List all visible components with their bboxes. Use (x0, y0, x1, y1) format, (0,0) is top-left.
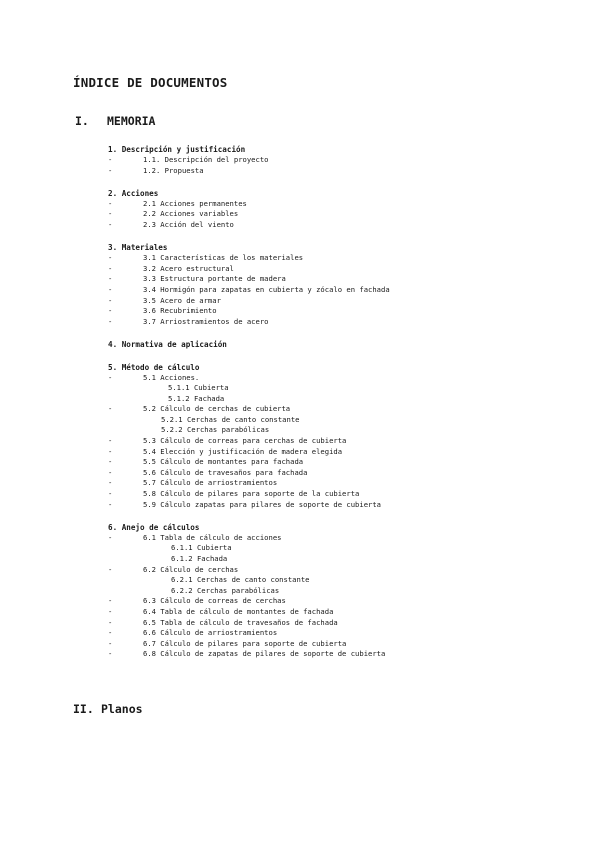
toc-section (108, 242, 568, 327)
toc-entry (108, 155, 568, 166)
toc-section (108, 339, 568, 350)
entry-text: 6.1.2 Fachada (171, 554, 228, 563)
toc-entry (108, 264, 568, 275)
toc-entry (108, 565, 568, 576)
entry-text: 5.1.2 Fachada (168, 393, 225, 403)
entry-dash: - (108, 306, 113, 316)
toc-section (108, 522, 568, 660)
entry-dash: - (108, 628, 113, 638)
entry-dash: - (108, 649, 113, 659)
entry-text: 6.1.1 Cubierta (171, 543, 232, 553)
part-memoria-heading (75, 114, 155, 128)
section-heading: 2. Acciones (108, 188, 159, 198)
entry-dash: - (108, 532, 113, 542)
toc-entry (108, 447, 568, 458)
entry-dash: - (108, 372, 113, 382)
entry-dash: - (108, 606, 113, 616)
toc-entry (108, 296, 568, 307)
toc-entry (108, 554, 568, 565)
entry-text: 6.8 Cálculo de zapatas de pilares de soporte de cubierta (143, 649, 386, 659)
toc-entry (108, 274, 568, 285)
entry-text: 3.7 Arriostramientos de acero (143, 316, 269, 326)
entry-dash: - (108, 316, 113, 326)
entry-dash: - (108, 263, 113, 273)
page-title: ÍNDICE DE DOCUMENTOS (73, 75, 228, 90)
entry-text: 5.6 Cálculo de travesaños para fachada (143, 467, 308, 477)
entry-text: 3.4 Hormigón para zapatas en cubierta y zócalo en fachada (143, 284, 390, 294)
entry-text: 6.7 Cálculo de pilares para soporte de cubierta (143, 638, 347, 648)
section-heading: 1. Descripción y justificación (108, 145, 246, 154)
toc-entry (108, 317, 568, 328)
section-heading: 3. Materiales (108, 243, 168, 253)
entry-dash: - (108, 596, 113, 606)
entry-text: 3.5 Acero de armar (143, 295, 221, 305)
toc-section (108, 188, 568, 231)
toc-entry (108, 457, 568, 468)
toc-entry (108, 586, 568, 597)
entry-text: 2.1 Acciones permanentes (143, 198, 247, 208)
entry-text: 3.6 Recubrimiento (143, 306, 217, 316)
entry-dash: - (108, 499, 113, 509)
toc-entry (108, 478, 568, 489)
part-number: I. (75, 114, 89, 128)
toc-entry (108, 373, 568, 384)
entry-text: 5.1.1 Cubierta (168, 383, 229, 393)
part-planos-heading (73, 702, 143, 716)
toc-entry (108, 575, 568, 586)
entry-text: 5.3 Cálculo de correas para cerchas de cubierta (143, 436, 347, 446)
part-label: MEMORIA (107, 114, 156, 128)
entry-text: 3.2 Acero estructural (143, 263, 234, 273)
entry-text: 1.1. Descripción del proyecto (143, 155, 269, 164)
toc-entry (108, 628, 568, 639)
entry-dash: - (108, 274, 113, 284)
entry-text: 6.6 Cálculo de arriostramientos (143, 628, 278, 638)
entry-dash: - (108, 457, 113, 467)
toc-entry (108, 489, 568, 500)
entry-text: 3.1 Características de los materiales (143, 253, 304, 263)
toc-entry (108, 220, 568, 231)
entry-dash: - (108, 436, 113, 446)
toc-entry (108, 596, 568, 607)
toc-entry (108, 306, 568, 317)
entry-dash: - (108, 564, 113, 574)
entry-text: 1.2. Propuesta (143, 165, 204, 175)
entry-text: 5.2.1 Cerchas de canto constante (161, 414, 300, 424)
entry-dash: - (108, 155, 113, 164)
entry-dash: - (108, 638, 113, 648)
entry-dash: - (108, 295, 113, 305)
entry-text: 5.7 Cálculo de arriostramientos (143, 478, 278, 488)
entry-text: 5.8 Cálculo de pilares para soporte de la cubierta (143, 489, 360, 499)
toc-entry (108, 383, 568, 394)
entry-text: 5.1 Acciones. (143, 372, 200, 382)
toc-entry (108, 500, 568, 511)
toc-entry (108, 607, 568, 618)
toc-entry (108, 166, 568, 177)
entry-text: 2.2 Acciones variables (143, 209, 239, 219)
toc-entry (108, 649, 568, 660)
toc-entry (108, 404, 568, 415)
entry-text: 6.2 Cálculo de cerchas (143, 564, 239, 574)
toc-section (108, 362, 568, 511)
entry-dash: - (108, 489, 113, 499)
entry-dash: - (108, 617, 113, 627)
entry-dash: - (108, 253, 113, 263)
toc-entry (108, 209, 568, 220)
part-label: Planos (101, 702, 143, 716)
entry-text: 6.4 Tabla de cálculo de montantes de fachada (143, 606, 334, 616)
entry-dash: - (108, 446, 113, 456)
entry-text: 5.4 Elección y justificación de madera elegida (143, 446, 343, 456)
entry-dash: - (108, 467, 113, 477)
part-number: II. (73, 702, 94, 716)
entry-dash: - (108, 209, 113, 219)
toc-entry (108, 618, 568, 629)
toc-entry (108, 425, 568, 436)
entry-text: 6.1 Tabla de cálculo de acciones (143, 532, 282, 542)
entry-text: 5.2 Cálculo de cerchas de cubierta (143, 404, 291, 414)
entry-text: 2.3 Acción del viento (143, 219, 234, 229)
entry-text: 6.2.1 Cerchas de canto constante (171, 575, 310, 585)
entry-text: 6.3 Cálculo de correas de cerchas (143, 596, 286, 606)
toc-entry (108, 415, 568, 426)
toc-section (108, 144, 568, 176)
entry-dash: - (108, 284, 113, 294)
entry-text: 5.2.2 Cerchas parabólicas (161, 425, 270, 435)
entry-text: 5.9 Cálculo zapatas para pilares de soporte de cubierta (143, 499, 381, 509)
table-of-contents (108, 144, 568, 672)
section-heading: 4. Normativa de aplicación (108, 339, 227, 349)
entry-text: 5.5 Cálculo de montantes para fachada (143, 457, 304, 467)
entry-dash: - (108, 219, 113, 229)
toc-entry (108, 543, 568, 554)
toc-entry (108, 253, 568, 264)
entry-dash: - (108, 404, 113, 414)
toc-entry (108, 436, 568, 447)
entry-text: 6.2.2 Cerchas parabólicas (171, 585, 280, 595)
toc-entry (108, 639, 568, 650)
entry-dash: - (108, 198, 113, 208)
toc-entry (108, 533, 568, 544)
section-heading: 5. Método de cálculo (108, 362, 200, 372)
toc-entry (108, 199, 568, 210)
entry-dash: - (108, 478, 113, 488)
toc-entry (108, 394, 568, 405)
section-heading: 6. Anejo de cálculos (108, 522, 200, 532)
entry-dash: - (108, 165, 113, 175)
entry-text: 6.5 Tabla de cálculo de travesaños de fachada (143, 617, 338, 627)
entry-text: 3.3 Estructura portante de madera (143, 274, 286, 284)
toc-entry (108, 468, 568, 479)
toc-entry (108, 285, 568, 296)
